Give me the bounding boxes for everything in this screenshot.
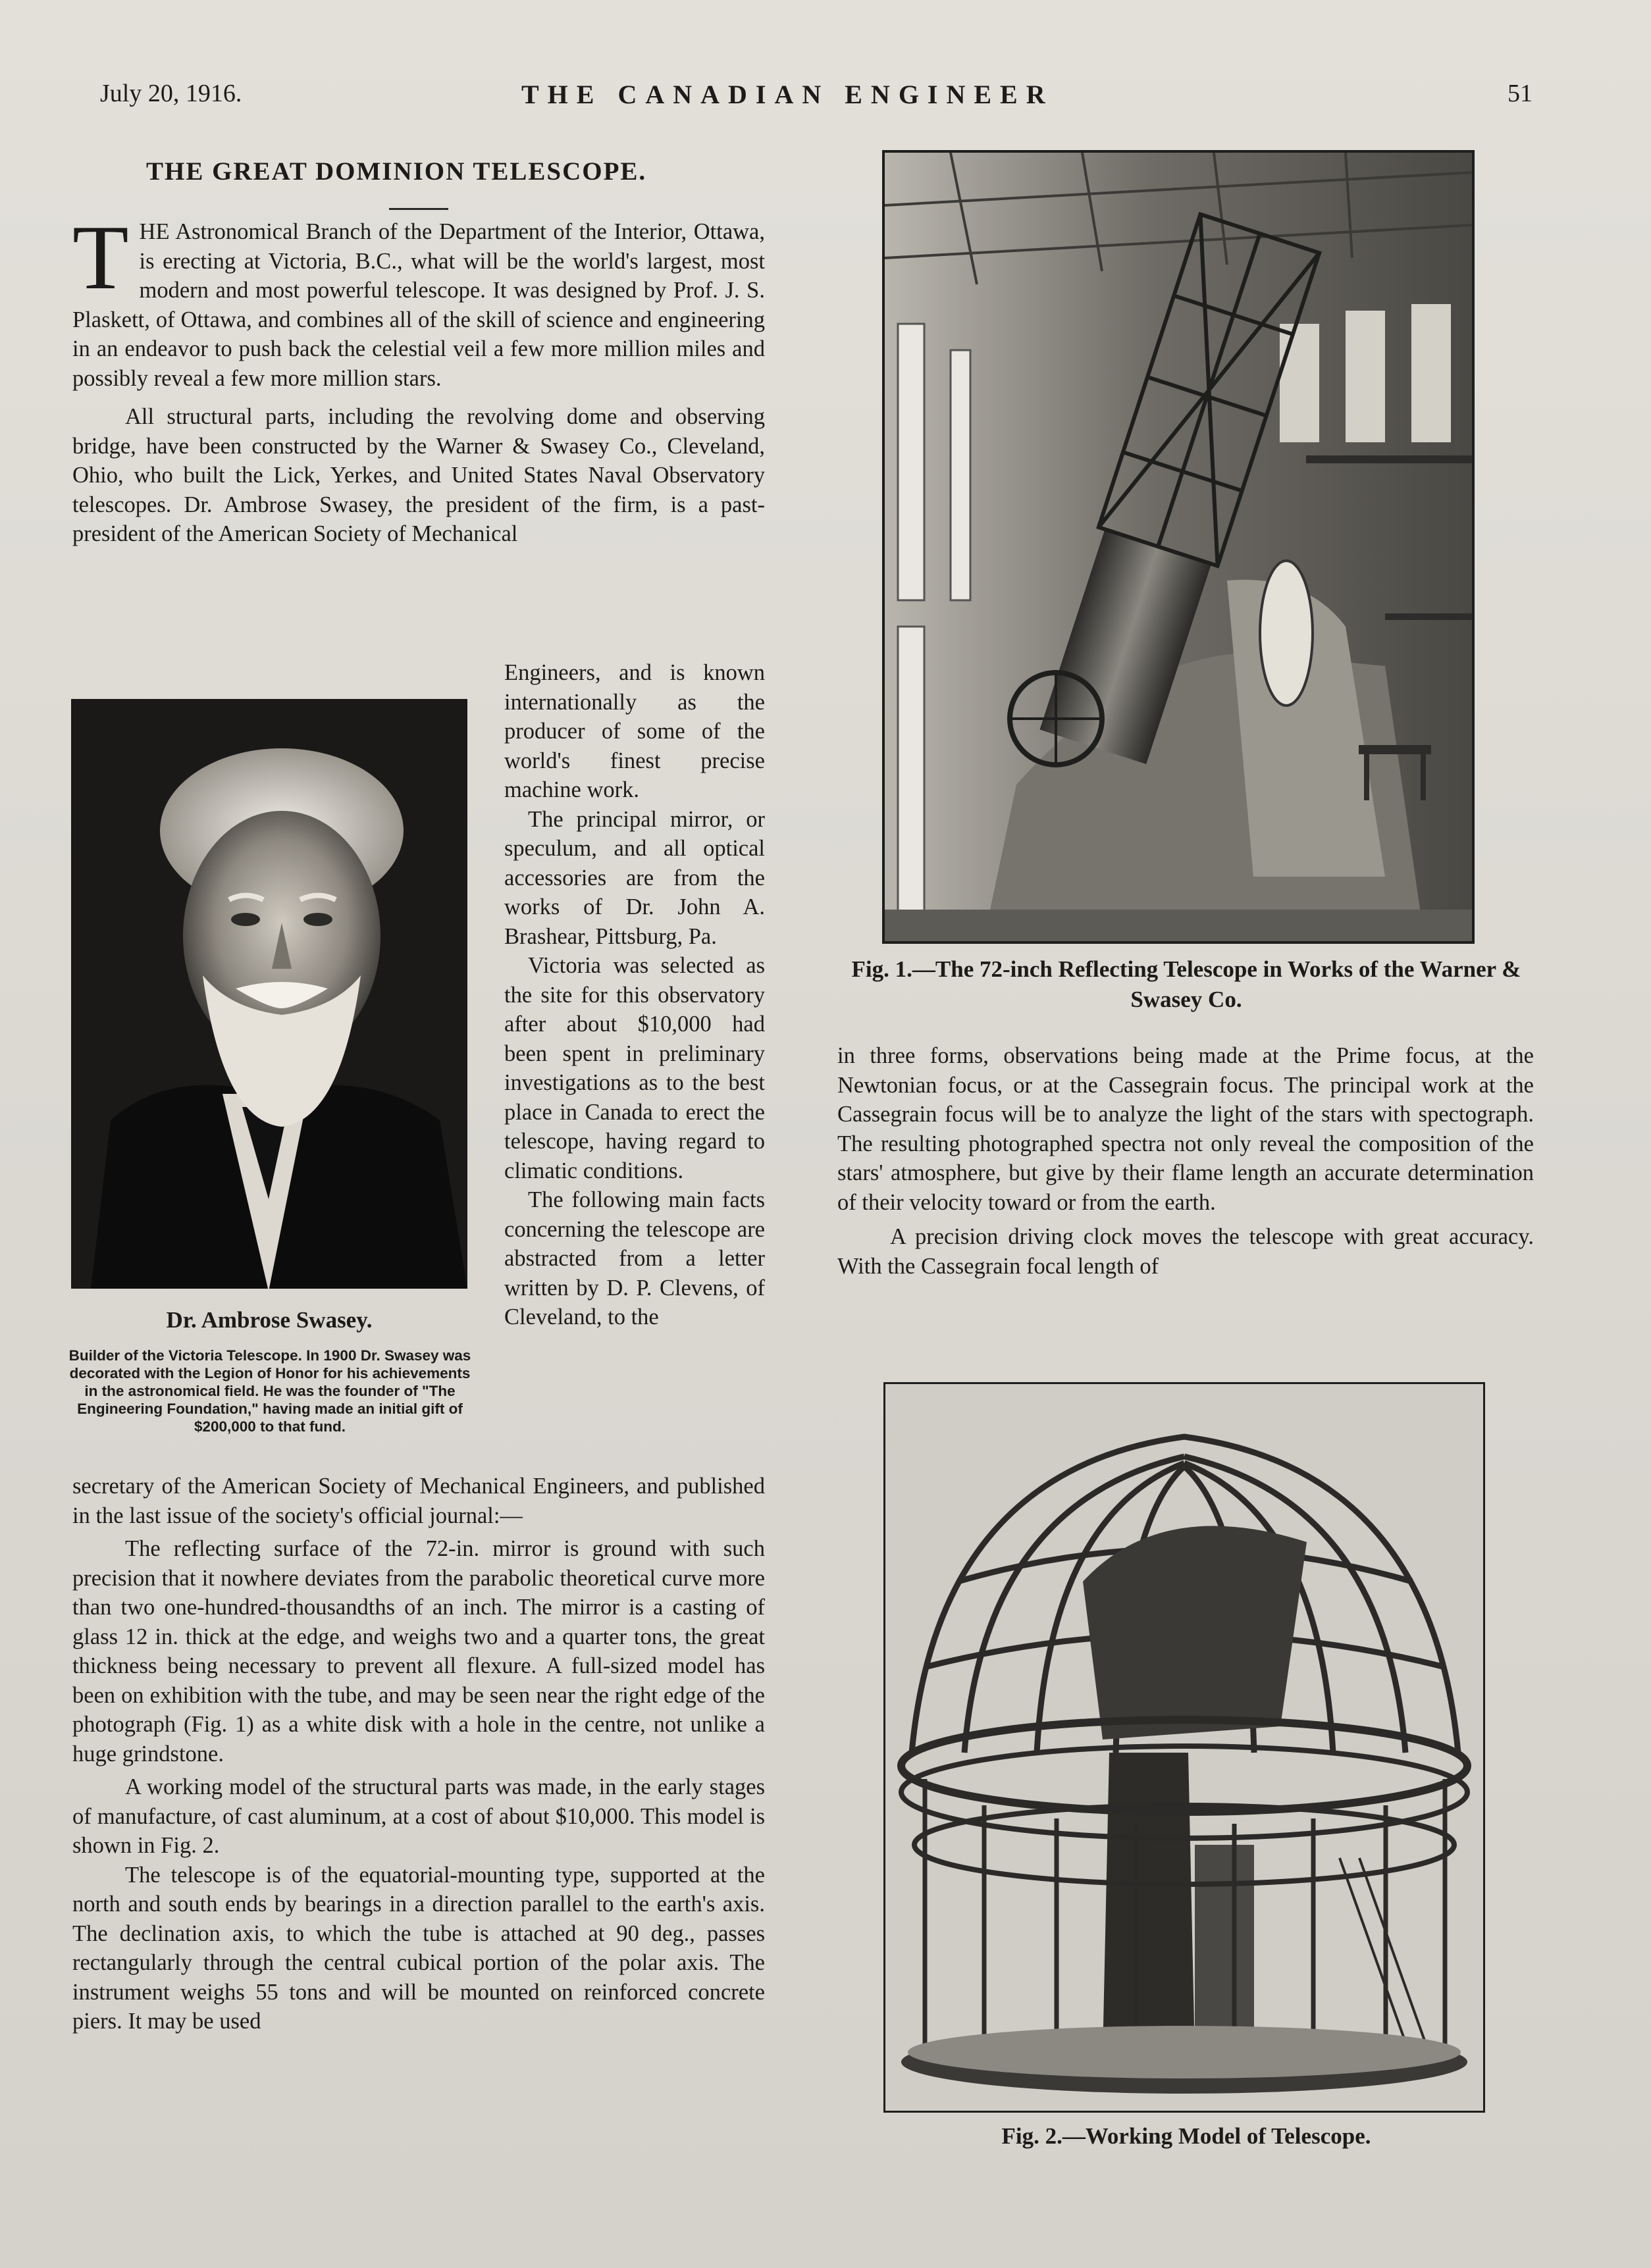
article-column-left-bottom <box>72 1472 765 2036</box>
paragraph-4: Victoria was selected as the site for this observatory after about $10,000 had been spent in preliminary investigations as to the best place in Canada to erect the telescope, having regard to climatic conditions. <box>504 953 765 1183</box>
paragraph-3: The principal mirror, or speculum, and all optical accessories are from the works of Dr. John A. Brashear, Pittsburg, Pa. <box>504 806 765 949</box>
figure-1-photo <box>882 150 1475 944</box>
paragraph-1: THE Astronomical Branch of the Department of the Interior, Ottawa, is erecting at Victoria, B.C., what will be the world's largest, most modern and most powerful telescope. It was designed by Prof. J. S. Plaskett, of Ottawa, and combines all of the skill of science and engineering in an endeavor to push back the celestial veil a few more million miles and possibly reveal a few more million stars. <box>72 207 765 391</box>
paragraph-5-continued: secretary of the American Society of Mechanical Engineers, and published in the last issue of the society's official journal:— <box>72 1474 765 1528</box>
header-date: July 20, 1916. <box>100 80 242 107</box>
drop-cap: T <box>72 207 129 309</box>
paragraph-5: The following main facts concerning the telescope are abstracted from a letter written by D. P. Clevens, of Cleveland, to the <box>504 1187 765 1329</box>
title-rule <box>389 208 448 210</box>
figure-2-photo <box>883 1382 1485 2113</box>
article-title: THE GREAT DOMINION TELESCOPE. <box>146 157 647 186</box>
paragraph-10: A precision driving clock moves the telescope with great accuracy. With the Cassegrain focal length of <box>837 1224 1534 1279</box>
figure-1-caption: Fig. 1.—The 72-inch Reflecting Telescope in Works of the Warner & Swasey Co. <box>851 956 1521 1012</box>
paragraph-6: The reflecting surface of the 72-in. mirror is ground with such precision that it nowhere deviates from the parabolic theoretical curve more than two one-hundred-thousandths of an inch. The mirror is a casting of glass 12 in. thick at the edge, and weighs two and a quarter tons, the great thickness being necessary to prevent all flexure. A full-sized model has been on exhibition with the tube, and may be seen near the right edge of the photograph (Fig. 1) as a white disk with a hole in the centre, not unlike a huge grindstone. <box>72 1536 765 1766</box>
paragraph-2-continued: Engineers, and is known internationally as the producer of some of the world's finest precise machine work. <box>504 660 765 802</box>
paragraph-9: in three forms, observations being made at the Prime focus, at the Newtonian focus, or at the Cassegrain focus. The principal work at the Cassegrain focus will be to analyze the light of the stars with spectograph. The resulting photographed spectra not only reveal the composition of the stars' atmosphere, but give by their flame length an accurate determination of their velocity toward or from the earth. <box>837 1043 1534 1215</box>
paragraph-7: A working model of the structural parts was made, in the early stages of manufacture, of cast aluminum, at a cost of about $10,000. This model is shown in Fig. 2. <box>72 1774 765 1858</box>
portrait-caption: Dr. Ambrose Swasey. <box>166 1307 373 1333</box>
paragraph-8: The telescope is of the equatorial-mounting type, supported at the north and south ends by bearings in a direction parallel to the earth's axis. The declination axis, to which the tube is attached at 90 deg., passes rectangularly through the central cubical portion of the polar axis. The instrument weighs 55 tons and will be mounted on reinforced concrete piers. It may be used <box>72 1862 765 2034</box>
portrait-photo <box>71 699 467 1289</box>
paragraph-2: All structural parts, including the revolving dome and observing bridge, have been constructed by the Warner & Swasey Co., Cleveland, Ohio, who built the Lick, Yerkes, and United States Naval Observatory telescopes. Dr. Ambrose Swasey, the president of the firm, is a past-president of the American Society of Mechanical <box>72 404 765 546</box>
article-column-left-top <box>72 207 765 549</box>
portrait-subcaption: Builder of the Victoria Telescope. In 1900 Dr. Swasey was decorated with the Legion of Honor for his achievements in the astronomical field. He was the founder of "The Engineering Foundation," having made an initial gift of $200,000 to that fund. <box>68 1347 471 1435</box>
article-column-narrow <box>504 658 765 1332</box>
figure-2-caption: Fig. 2.—Working Model of Telescope. <box>1001 2123 1371 2149</box>
article-column-right <box>837 1041 1534 1281</box>
header-journal-title: THE CANADIAN ENGINEER <box>521 80 1054 109</box>
header-page-number: 51 <box>1507 80 1533 107</box>
